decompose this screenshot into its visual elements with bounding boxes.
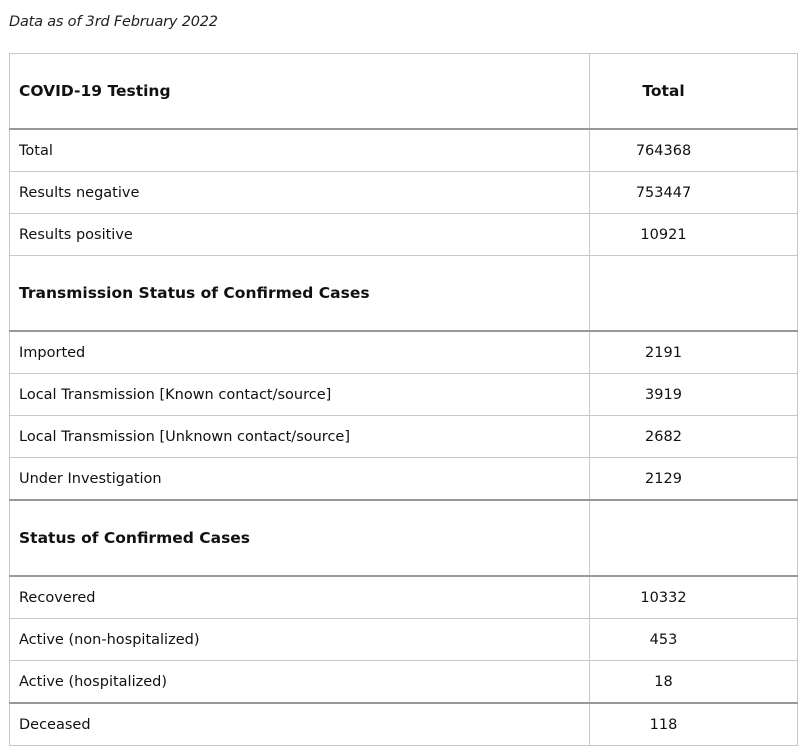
row-value: 10921	[590, 214, 798, 256]
row-label: Recovered	[10, 576, 590, 619]
row-label: Results positive	[10, 214, 590, 256]
row-value: 10332	[590, 576, 798, 619]
total-column-header: Total	[590, 54, 798, 130]
row-label: Results negative	[10, 172, 590, 214]
row-label: Active (hospitalized)	[10, 661, 590, 704]
table-row	[10, 214, 798, 256]
table-row	[10, 619, 798, 661]
section-heading: Status of Confirmed Cases	[10, 500, 590, 576]
row-value: 2191	[590, 331, 798, 374]
section-empty-cell	[590, 256, 798, 332]
table-row	[10, 129, 798, 172]
table-row	[10, 331, 798, 374]
testing-header-label: COVID-19 Testing	[10, 54, 590, 130]
row-label: Deceased	[10, 703, 590, 746]
table-row	[10, 661, 798, 704]
section-heading: Transmission Status of Confirmed Cases	[10, 256, 590, 332]
table-row	[10, 172, 798, 214]
row-value: 18	[590, 661, 798, 704]
row-label: Total	[10, 129, 590, 172]
data-date-caption: Data as of 3rd February 2022	[9, 14, 218, 30]
row-label: Active (non-hospitalized)	[10, 619, 590, 661]
row-value: 3919	[590, 374, 798, 416]
row-value: 2129	[590, 458, 798, 501]
transmission-section-row	[10, 256, 798, 332]
section-empty-cell	[590, 500, 798, 576]
status-section-row	[10, 500, 798, 576]
covid-statistics-table	[9, 53, 798, 746]
table-row	[10, 374, 798, 416]
table-header-row	[10, 54, 798, 130]
table-row	[10, 458, 798, 501]
row-value: 764368	[590, 129, 798, 172]
row-value: 118	[590, 703, 798, 746]
row-label: Local Transmission [Known contact/source]	[10, 374, 590, 416]
table-row	[10, 416, 798, 458]
row-value: 453	[590, 619, 798, 661]
row-label: Imported	[10, 331, 590, 374]
row-value: 753447	[590, 172, 798, 214]
row-label: Local Transmission [Unknown contact/source]	[10, 416, 590, 458]
table-row	[10, 576, 798, 619]
row-label: Under Investigation	[10, 458, 590, 501]
row-value: 2682	[590, 416, 798, 458]
deceased-row	[10, 703, 798, 746]
